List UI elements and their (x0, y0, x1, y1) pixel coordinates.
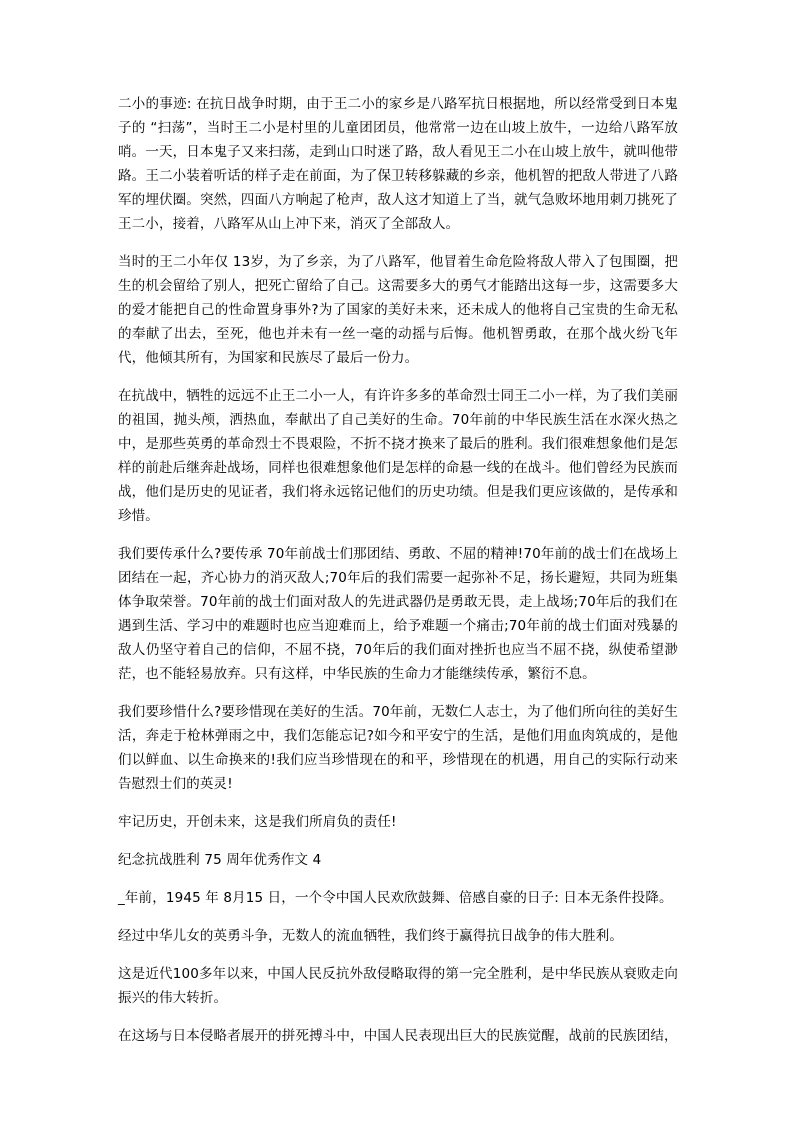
paragraph-remember-history: 牢记历史，开创未来，这是我们所肩负的责任! (118, 814, 397, 830)
document-page (118, 92, 678, 1062)
essay-heading: 纪念抗战胜利 75 周年优秀作文 4 (118, 852, 322, 868)
paragraph-sacrifice: 当时的王二小年仅 13岁，为了乡亲，为了八路军，他冒着生命危险将敌人带入了包围圈，把生的机会留给了别人，把死亡留给了自己。这需要多大的勇气才能踏出这每一步，这需要多大的爱才能把自己的性命置身事外?为了国家的美好未来，还未成人的他将自己宝贵的生命无私的奉献了出去，至死，他也并未有一丝一毫的动摇与后悔。他机智勇敢，在那个战火纷飞年代，他倾其所有，为国家和民族尽了最后一份力。 (118, 254, 678, 366)
paragraph-wang-erxiao-story: 二小的事迹: 在抗日战争时期，由于王二小的家乡是八路军抗日根据地，所以经常受到日本鬼子的 “扫荡”，当时王二小是村里的儿童团团员，他常常一边在山坡上放牛，一边给八路军放哨。一天，日本鬼子又来扫荡，走到山口时迷了路，敌人看见王二小在山坡上放牛，就叫他带路。王二小装着听话的样子走在前面，为了保卫转移躲藏的乡亲，他机智的把敌人带进了八路军的埋伏圈。突然，四面八方响起了枪声，敌人这才知道上了当，就气急败坏地用刺刀挑死了王二小，接着，八路军从山上冲下来，消灭了全部敌人。 (118, 96, 678, 232)
paragraph-victory: 经过中华儿女的英勇斗争，无数人的流血牺牲，我们终于赢得抗日战争的伟大胜利。 (118, 928, 624, 944)
paragraph-turning-point: 这是近代100多年以来，中国人民反抗外敌侵略取得的第一完全胜利，是中华民族从衰败走向振兴的伟大转折。 (118, 966, 678, 1006)
paragraph-inherit: 我们要传承什么?要传承 70年前战士们那团结、勇敢、不屈的精神!70年前的战士们在战场上团结在一起，齐心协力的消灭敌人;70年后的我们需要一起弥补不足，扬长避短，共同为班集体争取荣誉。70年前的战士们面对敌人的先进武器仍是勇敢无畏，走上战场;70年后的我们在遇到生活、学习中的难题时也应当迎难而上，给予难题一个痛击;70年前的战士们面对残暴的敌人仍坚守着自己的信仰，不屈不挠，70年后的我们面对挫折也应当不屈不挠，纵使希望渺茫，也不能轻易放弃。只有这样，中华民族的生命力才能继续传承，繁衍不息。 (118, 546, 678, 682)
paragraph-cherish: 我们要珍惜什么?要珍惜现在美好的生活。70年前，无数仁人志士，为了他们所向往的美好生活，奔走于枪林弹雨之中，我们怎能忘记?如今和平安宁的生活，是他们用血肉筑成的，是他们以鲜血、以生命换来的!我们应当珍惜现在的和平，珍惜现在的机遇，用自己的实际行动来告慰烈士们的英灵! (118, 704, 678, 792)
paragraph-national-awakening: 在这场与日本侵略者展开的拼死搏斗中，中国人民表现出巨大的民族觉醒，战前的民族团结， (118, 1028, 678, 1044)
paragraph-martyrs: 在抗战中，牺牲的远远不止王二小一人，有许许多多的革命烈士同王二小一样，为了我们美丽的祖国，抛头颅，洒热血，奉献出了自己美好的生命。70年前的中华民族生活在水深火热之中，是那些英勇的革命烈士不畏艰险，不折不挠才换来了最后的胜利。我们很难想象他们是怎样的前赴后继奔赴战场，同样也很难想象他们是怎样的命悬一线的在战斗。他们曾经为民族而战，他们是历史的见证者，我们将永远铭记他们的历史功绩。但是我们更应该做的，是传承和珍惜。 (118, 388, 678, 524)
paragraph-1945: _年前，1945 年 8月15 日，一个令中国人民欢欣鼓舞、倍感自豪的日子: 日本无条件投降。 (118, 890, 673, 906)
